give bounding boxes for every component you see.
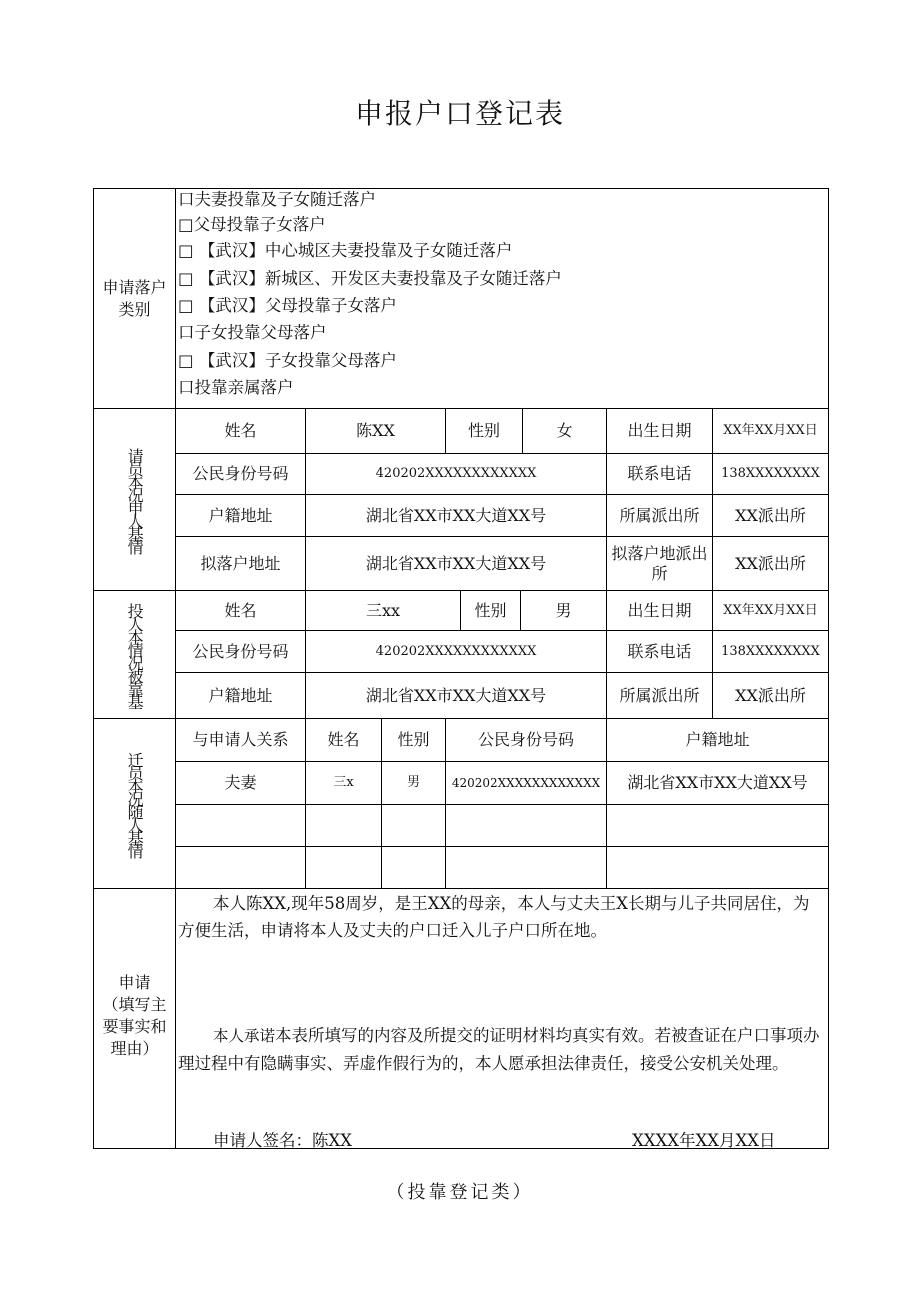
host-station-label: 所属派出所 — [619, 685, 700, 705]
applicant-gender-label: 性别 — [467, 421, 500, 441]
follower-id-cell[interactable]: 420202XXXXXXXXXXXX — [451, 775, 601, 790]
applicant-name-label: 姓名 — [224, 421, 257, 441]
promise-label: 本人承诺 — [213, 1027, 276, 1045]
followers-header-gender: 性别 — [397, 730, 430, 750]
host-birth-value[interactable]: XX年XX月XX日 — [723, 602, 818, 618]
host-hukou-value[interactable]: 湖北省XX市XX大道XX号 — [365, 685, 547, 705]
applicant-target-label: 拟落户地址 — [200, 553, 281, 573]
applicant-phone-label: 联系电话 — [627, 464, 692, 484]
follower-name-cell[interactable] — [306, 847, 381, 888]
host-birth-label: 出生日期 — [627, 600, 692, 620]
follower-gender-cell[interactable] — [382, 847, 445, 888]
category-option-6[interactable]: 口子女投靠父母落户 — [178, 323, 327, 342]
host-name-label: 姓名 — [224, 600, 257, 620]
followers-header-hukou: 户籍地址 — [685, 730, 750, 750]
host-name-value[interactable]: 三xx — [365, 600, 401, 620]
statement-label-hint: （填写主要事实和理由） — [102, 995, 167, 1058]
follower-gender-cell[interactable] — [382, 805, 445, 846]
applicant-name-value[interactable]: 陈XX — [356, 421, 395, 441]
category-option-3[interactable]: □ 【武汉】中心城区夫妻投靠及子女随迁落户 — [178, 241, 513, 260]
applicant-gender-value[interactable]: 女 — [556, 421, 573, 441]
follower-name-cell[interactable] — [306, 805, 381, 846]
follower-relation-cell[interactable]: 夫妻 — [224, 773, 257, 793]
applicant-target-station-value[interactable]: XX派出所 — [735, 553, 806, 573]
category-option-8[interactable]: 口投靠亲属落户 — [178, 378, 294, 397]
statement-label-title: 申请 — [118, 973, 151, 992]
follower-id-cell[interactable] — [446, 805, 606, 846]
applicant-target-station-label: 拟落户地派出所 — [611, 544, 708, 583]
statement-text[interactable]: 本人陈XX,现年58周岁，是王XX的母亲，本人与丈夫王X长期与儿子共同居住，为方便生活，申请将本人及丈夫的户口迁入儿子户口所在地。 — [178, 894, 810, 940]
applicant-id-value[interactable]: 420202XXXXXXXXXXXX — [375, 466, 537, 482]
follower-hukou-cell[interactable] — [607, 805, 828, 846]
category-option-5[interactable]: □ 【武汉】父母投靠子女落户 — [178, 296, 397, 315]
follower-id-cell[interactable] — [446, 847, 606, 888]
applicant-hukou-value[interactable]: 湖北省XX市XX大道XX号 — [365, 505, 547, 525]
page-title: 申报户口登记表 — [354, 97, 565, 130]
category-section-label: 申请落户类别 — [102, 277, 167, 319]
follower-name-cell[interactable]: 三x — [333, 775, 354, 791]
host-section-label: 投人本情况被靠基 — [125, 602, 145, 707]
form-type-caption: （投靠登记类） — [386, 1182, 534, 1203]
applicant-station-label: 所属派出所 — [619, 505, 700, 525]
follower-gender-cell[interactable]: 男 — [406, 775, 420, 791]
host-id-label: 公民身份号码 — [192, 641, 289, 661]
host-phone-label: 联系电话 — [627, 641, 692, 661]
applicant-hukou-label: 户籍地址 — [208, 505, 273, 525]
applicant-birth-label: 出生日期 — [627, 421, 692, 441]
host-gender-value[interactable]: 男 — [555, 600, 572, 620]
category-option-2[interactable]: □父母投靠子女落户 — [178, 215, 326, 234]
follower-hukou-cell[interactable]: 湖北省XX市XX大道XX号 — [627, 773, 808, 793]
category-option-4[interactable]: □ 【武汉】新城区、开发区夫妻投靠及子女随迁落户 — [178, 269, 562, 288]
follower-relation-cell[interactable] — [176, 847, 305, 888]
host-hukou-label: 户籍地址 — [208, 685, 273, 705]
signature-label: 申请人签名： — [213, 1131, 312, 1150]
statement-section-label — [94, 972, 175, 1060]
followers-section-label: 迁员本况随人基情 — [125, 751, 145, 856]
category-option-7[interactable]: □ 【武汉】子女投靠父母落户 — [178, 351, 397, 370]
signature-line — [213, 1127, 352, 1151]
follower-relation-cell[interactable] — [176, 805, 305, 846]
applicant-target-value[interactable]: 湖北省XX市XX大道XX号 — [365, 553, 547, 573]
promise-text: 本表所填写的内容及所提交的证明材料均真实有效。若被查证在户口事项办理过程中有隐瞒事实、弄虚作假行为的，本人愿承担法律责任，接受公安机关处理。 — [178, 1026, 820, 1073]
followers-header-relation: 与申请人关系 — [192, 730, 289, 750]
promise-paragraph — [178, 1022, 824, 1077]
followers-header-name: 姓名 — [327, 730, 360, 750]
host-station-value[interactable]: XX派出所 — [735, 685, 806, 705]
table-border-top — [93, 188, 829, 189]
host-id-value[interactable]: 420202XXXXXXXXXXXX — [375, 643, 537, 659]
host-gender-label: 性别 — [474, 600, 507, 620]
category-option-1[interactable]: 口夫妻投靠及子女随迁落户 — [178, 190, 376, 209]
follower-hukou-cell[interactable] — [607, 847, 828, 888]
table-border-right — [828, 188, 829, 1148]
applicant-phone-value[interactable]: 138XXXXXXXX — [721, 466, 820, 482]
host-phone-value[interactable]: 138XXXXXXXX — [721, 643, 820, 659]
applicant-section-label: 请员本况申人基情 — [125, 447, 145, 552]
followers-header-id: 公民身份号码 — [477, 730, 574, 750]
applicant-station-value[interactable]: XX派出所 — [735, 505, 806, 525]
applicant-id-label: 公民身份号码 — [192, 464, 289, 484]
applicant-birth-value[interactable]: XX年XX月XX日 — [723, 423, 818, 439]
section-divider — [93, 888, 829, 889]
signature-value[interactable]: 陈XX — [312, 1131, 352, 1150]
signature-date[interactable]: XXXX年XX月XX日 — [632, 1131, 776, 1150]
